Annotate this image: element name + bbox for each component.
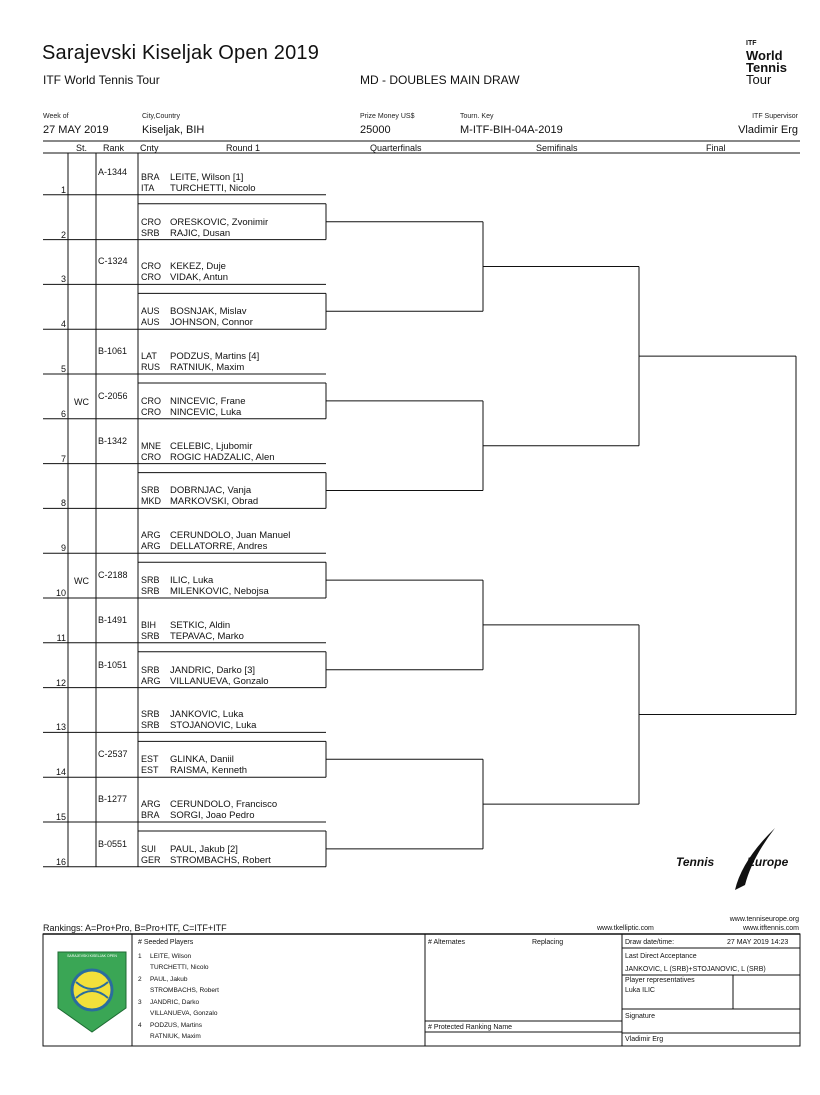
tourn-key-label: Tourn. Key	[460, 113, 494, 120]
draw-line-number: 16	[55, 856, 66, 867]
rank-cell: C-2056	[98, 390, 128, 401]
week-value: 27 MAY 2019	[43, 124, 109, 136]
player-2: TEPAVAC, Marko	[170, 630, 244, 642]
draw-line-number: 15	[55, 812, 66, 822]
rank-cell: B-0551	[98, 838, 128, 849]
rank-cell: A-1344	[98, 166, 128, 177]
draw-line-number: 11	[56, 632, 66, 643]
logo-tennis-text: Tennis	[746, 60, 787, 75]
site-itftennis: www.itftennis.com	[742, 925, 799, 932]
draw-line-number: 6	[60, 408, 66, 419]
country-2: GER	[141, 854, 161, 865]
draw-line-number: 4	[60, 319, 66, 330]
status-cell: WC	[74, 576, 89, 586]
week-label: Week of	[43, 113, 69, 120]
logo-itf-text: ITF	[746, 40, 757, 47]
draw-line-number: 8	[60, 498, 66, 509]
seed-player-1: PAUL, Jakub	[150, 976, 188, 983]
seed-player-2: TURCHETTI, Nicolo	[150, 964, 209, 971]
player-1: LEITE, Wilson [1]	[170, 171, 244, 183]
col-semifinals: Semifinals	[536, 143, 578, 153]
status-cell: WC	[74, 396, 89, 407]
seed-player-1: JANDRIC, Darko	[150, 999, 200, 1006]
tournament-badge	[52, 946, 132, 1036]
country-1: AUS	[141, 306, 160, 317]
seed-player-2: VILLANUEVA, Gonzalo	[150, 1010, 218, 1017]
seed-number: 2	[138, 976, 142, 983]
supervisor-value: Vladimir Erg	[738, 124, 798, 136]
player-1: CERUNDOLO, Francisco	[170, 799, 278, 810]
col-round1: Round 1	[226, 143, 261, 153]
rank-cell: B-1277	[98, 794, 128, 804]
country-2: RUS	[141, 362, 161, 372]
country-1: SUI	[141, 843, 157, 854]
col-quarterfinals: Quarterfinals	[370, 143, 422, 153]
player-2: MARKOVSKI, Obrad	[170, 496, 259, 508]
seed-player-2: STROMBACHS, Robert	[150, 987, 219, 994]
player-1: SETKIC, Aldin	[170, 619, 231, 631]
seed-number: 1	[138, 953, 142, 960]
player-2: JOHNSON, Connor	[170, 317, 253, 329]
draw-line-number: 5	[60, 364, 66, 374]
rankings-note: Rankings: A=Pro+Pro, B=Pro+ITF, C=ITF+ITF	[43, 923, 227, 933]
logo-tour-text: Tour	[746, 72, 772, 87]
country-1: ARG	[141, 530, 161, 541]
country-2: ARG	[141, 675, 161, 686]
rank-cell: C-2188	[98, 570, 128, 580]
player-2: RATNIUK, Maxim	[170, 362, 245, 373]
alternates-header: # Alternates	[428, 939, 465, 946]
country-2: CRO	[141, 406, 161, 417]
prize-label: Prize Money US$	[360, 113, 415, 120]
player-2: STROMBACHS, Robert	[170, 854, 271, 866]
seed-player-2: RATNIUK, Maxim	[150, 1033, 201, 1040]
draw-line-number: 7	[60, 453, 66, 464]
country-2: BRA	[141, 810, 160, 820]
player-2: NINCEVIC, Luka	[170, 406, 242, 418]
player-1: PAUL, Jakub [2]	[170, 843, 238, 855]
draw-date-label: Draw date/time:	[625, 939, 675, 946]
player-2: RAJIC, Dusan	[170, 227, 231, 239]
player-1: CELEBIC, Ljubomir	[170, 440, 253, 452]
prize-value: 25000	[360, 124, 391, 136]
country-1: CRO	[141, 395, 161, 406]
draw-line-number: 9	[60, 543, 66, 554]
draw-line-number: 10	[55, 588, 66, 598]
draw-line-number: 3	[60, 274, 66, 285]
country-2: CRO	[141, 451, 161, 462]
country-2: SRB	[141, 630, 160, 641]
col-rank: Rank	[103, 143, 125, 153]
country-2: ARG	[141, 541, 161, 552]
country-1: SRB	[141, 664, 160, 675]
player-2: VIDAK, Antun	[170, 272, 229, 284]
draw-line-number: 14	[55, 767, 66, 778]
player-1: ORESKOVIC, Zvonimir	[170, 216, 269, 228]
country-1: ARG	[141, 799, 161, 809]
country-1: SRB	[141, 575, 160, 585]
signature-label: Signature	[625, 1013, 655, 1020]
rank-cell: C-2537	[98, 749, 128, 760]
country-1: SRB	[141, 485, 160, 496]
tennis-europe-logo	[676, 855, 788, 869]
site-tkelliptic: www.tkelliptic.com	[597, 925, 654, 932]
player-1: GLINKA, Daniil	[170, 754, 234, 766]
country-1: MNE	[141, 440, 161, 451]
tennis-europe-left: Tennis	[676, 855, 715, 869]
rank-cell: B-1051	[98, 659, 128, 670]
country-2: SRB	[141, 227, 160, 238]
replacing-header: Replacing	[532, 939, 564, 946]
player-reps-value: Luka ILIC	[625, 987, 655, 994]
lda-label: Last Direct Acceptance	[625, 953, 697, 960]
country-1: SRB	[141, 709, 160, 720]
supervisor-label: ITF Supervisor	[752, 113, 798, 120]
country-1: CRO	[141, 216, 161, 227]
country-2: MKD	[141, 496, 161, 507]
seeded-header: # Seeded Players	[138, 939, 194, 946]
player-reps-label: Player representatives	[625, 977, 695, 984]
player-2: TURCHETTI, Nicolo	[170, 182, 256, 194]
draw-type: MD - DOUBLES MAIN DRAW	[360, 73, 520, 87]
col-st: St.	[76, 143, 88, 153]
draw-line-number: 12	[55, 677, 66, 688]
rank-cell: C-1324	[98, 256, 128, 267]
country-2: SRB	[141, 720, 160, 731]
player-1: DOBRNJAC, Vanja	[170, 485, 252, 497]
signature-value: Vladimir Erg	[625, 1036, 664, 1043]
city-value: Kiseljak, BIH	[142, 124, 205, 136]
country-1: BRA	[141, 171, 160, 182]
seed-player-1: LEITE, Wilson	[150, 953, 192, 960]
country-2: CRO	[141, 272, 161, 283]
rank-cell: B-1061	[98, 346, 128, 356]
player-1: ILIC, Luka	[170, 575, 214, 586]
seed-number: 3	[138, 999, 142, 1006]
draw-line-number: 2	[60, 229, 66, 240]
player-2: MILENKOVIC, Nebojsa	[170, 586, 269, 597]
draw-date-value: 27 MAY 2019 14:23	[727, 939, 789, 946]
seed-number: 4	[138, 1022, 142, 1029]
player-1: JANKOVIC, Luka	[170, 709, 244, 721]
country-2: EST	[141, 765, 159, 776]
player-2: DELLATORRE, Andres	[170, 541, 268, 553]
player-2: SORGI, Joao Pedro	[170, 810, 255, 821]
seed-player-1: PODZUS, Martins	[150, 1022, 203, 1029]
col-final: Final	[706, 143, 726, 153]
badge-text: SARAJEVSKI KISELJAK OPEN	[67, 954, 117, 958]
draw-line-number: 1	[60, 184, 66, 195]
player-2: STOJANOVIC, Luka	[170, 720, 257, 732]
country-1: LAT	[141, 351, 157, 361]
country-2: ITA	[141, 182, 155, 193]
player-1: CERUNDOLO, Juan Manuel	[170, 530, 291, 542]
country-2: SRB	[141, 586, 160, 596]
logo-world-text: World	[746, 48, 783, 63]
site-tenniseurope: www.tenniseurope.org	[729, 916, 799, 923]
city-label: City,Country	[142, 113, 180, 120]
player-2: ROGIC HADZALIC, Alen	[170, 451, 275, 463]
country-1: CRO	[141, 261, 161, 272]
player-1: JANDRIC, Darko [3]	[170, 664, 255, 676]
tournament-title: Sarajevski Kiseljak Open 2019	[42, 42, 320, 64]
player-2: RAISMA, Kenneth	[170, 765, 248, 777]
rank-cell: B-1491	[98, 614, 128, 625]
country-2: AUS	[141, 317, 160, 328]
tourn-key-value: M-ITF-BIH-04A-2019	[460, 124, 563, 136]
draw-line-number: 13	[55, 722, 66, 733]
col-cnty: Cnty	[140, 143, 159, 153]
rank-cell: B-1342	[98, 435, 128, 446]
tennis-europe-right: Europe	[746, 855, 789, 869]
player-1: NINCEVIC, Frane	[170, 395, 246, 407]
player-2: VILLANUEVA, Gonzalo	[170, 675, 269, 687]
country-1: BIH	[141, 619, 157, 630]
lda-value: JANKOVIC, L (SRB)+STOJANOVIC, L (SRB)	[625, 966, 766, 973]
player-1: KEKEZ, Duje	[170, 261, 226, 273]
protected-ranking-header: # Protected Ranking Name	[428, 1024, 513, 1031]
tour-subtitle: ITF World Tennis Tour	[43, 73, 160, 87]
player-1: BOSNJAK, Mislav	[170, 306, 247, 318]
country-1: EST	[141, 754, 159, 765]
player-1: PODZUS, Martins [4]	[170, 351, 260, 362]
